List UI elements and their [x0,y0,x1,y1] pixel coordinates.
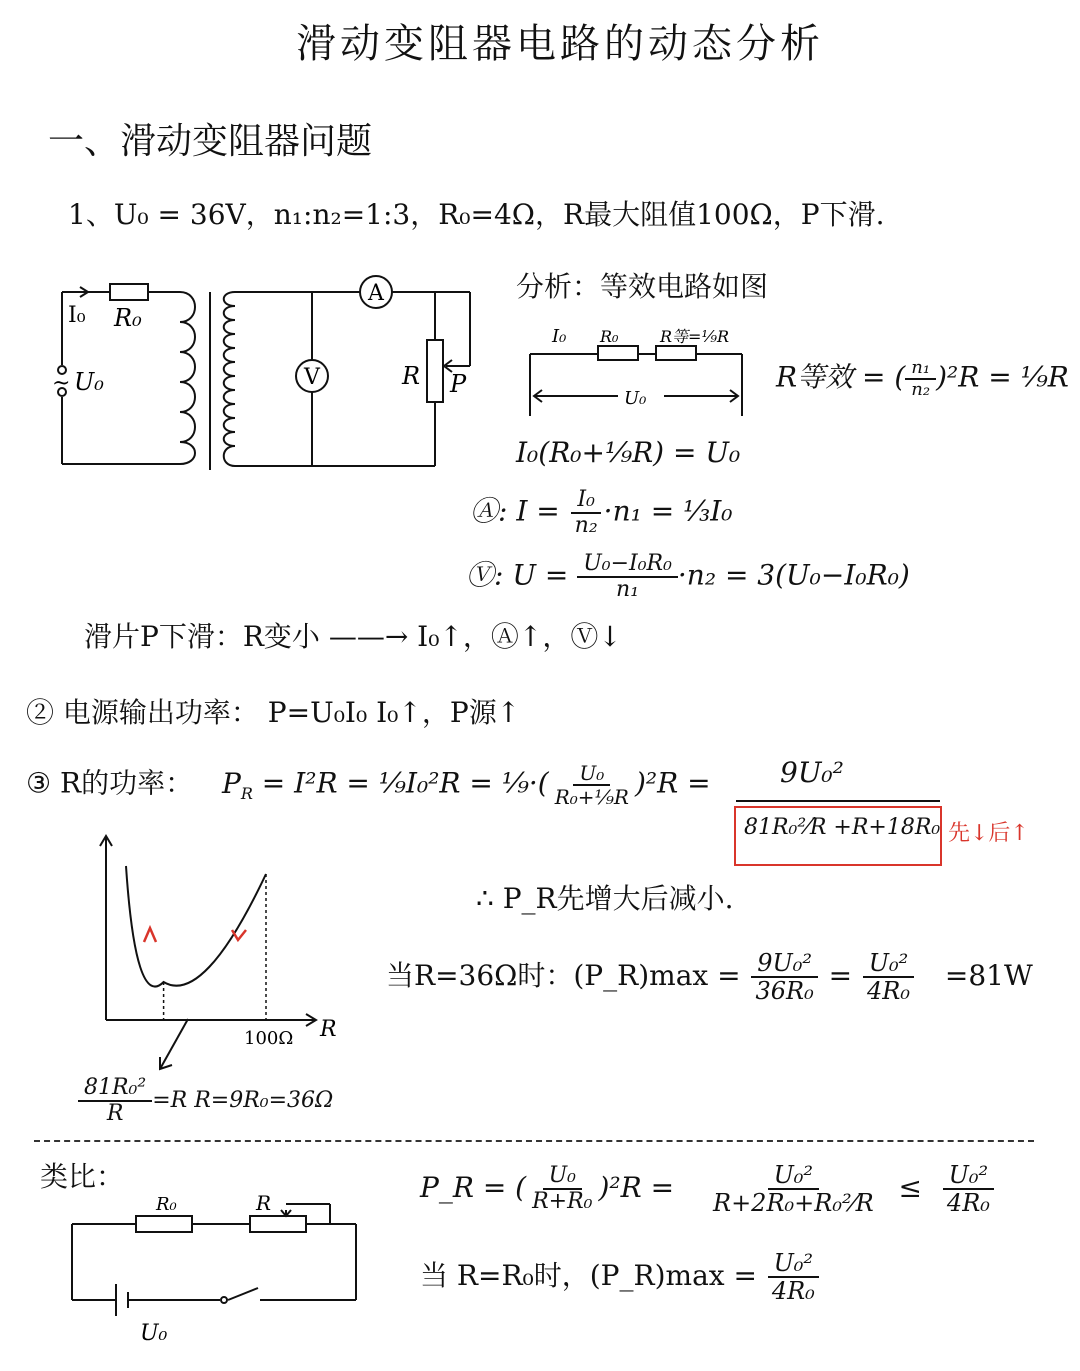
big-fraction-bar [736,800,940,802]
label-r: R [402,362,421,390]
analogy-label: 类比： [40,1160,125,1193]
voltmeter-den: n₁ [616,577,640,603]
max-power-result: =81W [944,958,1033,992]
analogy-circuit-diagram [60,1190,380,1350]
highlight-box [734,806,942,866]
vertex-condition-num: 81R₀² [78,1076,152,1102]
analogy-power-equation [420,1162,996,1217]
voltmeter-symbol: V [304,365,320,390]
analogy-inner-den: R+R₀ [532,1189,593,1215]
max-power-eq: = [828,958,853,992]
max-power-den1: 36R₀ [755,977,814,1006]
max-power-equation [386,950,1033,1005]
ammeter-symbol: A [368,281,384,306]
vertex-condition [78,1076,333,1126]
analogy-inner-num: U₀ [543,1164,582,1190]
x-axis-label: R [320,1017,337,1042]
label-u0: U₀ [74,368,104,396]
vertex-condition-den: R [106,1101,124,1127]
analogy-big-num: U₀² [768,1162,819,1190]
left-red-arrow [144,928,156,942]
label-r0: R₀ [114,304,142,332]
equivalent-circuit-diagram [520,318,760,418]
eq-label-r0: R₀ [600,327,619,346]
source-output-power: ② 电源输出功率： P=U₀I₀ I₀↑，P源↑ [26,696,521,729]
ammeter-rest: ·n₁ = ⅓I₀ [603,494,733,528]
resistor-power-label: ③ R的功率： [26,766,194,800]
current-equation: I₀(R₀+¹⁄₉R) = U₀ [516,436,741,469]
big-fraction-denominator: 81R₀²⁄R +R+18R₀ [744,815,941,840]
eq-label-req: R等=¹⁄₉R [660,327,730,346]
ammeter-label: Ⓐ: I = [470,494,560,528]
analogy-power-mid: )²R = [598,1170,675,1204]
ammeter-den: n₂ [574,513,598,539]
eq-label-u0: U₀ [624,388,647,409]
right-red-arrow [232,930,246,940]
page-title: 滑动变阻器电路的动态分析 [296,21,824,67]
voltmeter-equation [466,552,910,602]
resistor-power-inner-num: U₀ [573,762,610,786]
resistor-power-expr2: = I²R = ¹⁄₉I₀²R = ¹⁄₉·( [252,766,549,800]
resistor-power-equation [26,762,711,808]
big-fraction-numerator: 9U₀² [780,756,844,789]
analogy-big-den: R+2R₀+R₀²⁄R [713,1189,874,1218]
power-curve [126,866,266,987]
eq-label-i0: I₀ [552,326,567,347]
analysis-heading: 分析：等效电路如图 [516,270,769,303]
slide-conclusion: 滑片P下滑：R变小 ——→ I₀↑，Ⓐ↑，Ⓥ↓ [84,620,622,653]
analogy-bound-num: U₀² [943,1162,994,1190]
label-i0: I₀ [68,303,86,328]
analogy-max-num: U₀² [768,1250,819,1278]
resistor-power-expr3: )²R = [635,766,711,800]
analogy-label-r: R [256,1191,272,1215]
ammeter-equation [470,488,733,538]
trend-note: 先↓后↑ [948,821,1029,846]
req-formula-rhs: )²R = ¹⁄₉R [936,360,1069,394]
label-tilde: ~ [52,371,71,396]
resistor-power-symbol: P [222,766,241,800]
vertex-condition-rest: =R R=9R₀=36Ω [152,1088,334,1114]
analogy-label-u0: U₀ [140,1321,168,1346]
analogy-max-den: 4R₀ [771,1277,815,1306]
analogy-le: ≤ [898,1170,923,1204]
ammeter-num: I₀ [571,488,601,514]
req-formula [776,358,1069,400]
max-power-num1: 9U₀² [751,950,818,978]
section-heading: 一、滑动变阻器问题 [48,121,373,162]
vertex-pointer-arrow [150,1015,210,1075]
resistor-power-subscript: R [240,784,253,804]
req-formula-num: n₁ [905,358,936,380]
analogy-max-lhs: 当 R=R₀时，(P_R)max = [420,1258,757,1292]
analogy-max-equation [420,1250,821,1305]
analogy-label-r0: R₀ [156,1194,177,1215]
conclusion-text: ∴ P_R先增大后减小. [476,882,734,915]
section-divider [34,1140,1034,1142]
max-power-num2: U₀² [863,950,914,978]
max-power-den2: 4R₀ [866,977,910,1006]
voltmeter-rest: ·n₂ = 3(U₀−I₀R₀) [677,558,910,592]
resistor-power-inner-den: R₀+¹⁄₉R [554,785,629,809]
analogy-power-lhs: P_R = ( [420,1170,527,1204]
voltmeter-num: U₀−I₀R₀ [577,552,678,578]
transformer-circuit-diagram [50,270,490,480]
req-formula-lhs: R等效 = ( [776,360,906,394]
voltmeter-label: Ⓥ: U = [466,558,569,592]
power-vs-resistance-graph [80,830,360,1050]
label-p: P [450,370,467,398]
analogy-bound-den: 4R₀ [946,1189,990,1218]
req-formula-den: n₂ [911,378,931,400]
problem-statement: 1、U₀ = 36V，n₁:n₂=1:3，R₀=4Ω，R最大阻值100Ω，P下滑. [68,198,885,231]
x-axis-max-label: 100Ω [244,1028,294,1049]
max-power-lhs: 当R=36Ω时：(P_R)max = [386,958,741,992]
